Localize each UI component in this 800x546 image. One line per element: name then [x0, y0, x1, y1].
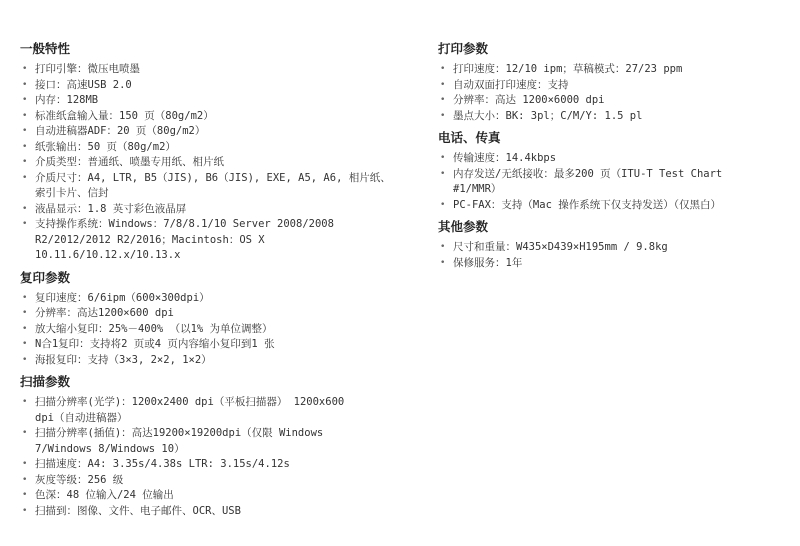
- spec-section-fax: [438, 129, 788, 213]
- spec-section-scan: [20, 373, 412, 519]
- spec-item: • 介质类型：普通纸、喷墨专用纸、相片纸: [20, 155, 412, 171]
- left-spec-column: [20, 40, 412, 519]
- spec-item: • 液晶显示：1.8 英寸彩色液晶屏: [20, 202, 412, 218]
- spec-list-general: [20, 62, 412, 264]
- spec-item: • PC-FAX：支持（Mac 操作系统下仅支持发送）（仅黑白）: [438, 198, 788, 214]
- section-title-other: 其他参数: [438, 219, 489, 234]
- spec-item: • 扫描分辨率(插值)：高达19200×19200dpi（仅限 Windows 7/Windows 8/Windows 10）: [20, 426, 412, 457]
- spec-section-general: [20, 40, 412, 264]
- spec-list-print: [438, 62, 788, 124]
- spec-item: • 扫描速度：A4: 3.35s/4.38s LTR: 3.15s/4.12s: [20, 457, 412, 473]
- spec-item: • 尺寸和重量：W435×D439×H195mm / 9.8kg: [438, 240, 788, 256]
- spec-item: • 海报复印：支持（3×3, 2×2, 1×2）: [20, 353, 412, 369]
- spec-item: • 打印引擎：微压电喷墨: [20, 62, 412, 78]
- spec-item: • 纸张输出：50 页（80g/m2）: [20, 140, 412, 156]
- spec-item: • 分辨率：高达 1200×6000 dpi: [438, 93, 788, 109]
- spec-item: • 扫描到：图像、文件、电子邮件、OCR、USB: [20, 504, 412, 520]
- spec-item: • 自动进稿器ADF：20 页（80g/m2）: [20, 124, 412, 140]
- section-title-print: 打印参数: [438, 41, 489, 56]
- spec-list-fax: [438, 151, 788, 213]
- spec-section-copy: [20, 269, 412, 369]
- spec-item: • 内存发送/无纸接收：最多200 页（ITU-T Test Chart #1/MMR）: [438, 167, 788, 198]
- spec-list-scan: [20, 395, 412, 519]
- spec-item: • 分辨率：高达1200×600 dpi: [20, 306, 412, 322]
- spec-list-other: [438, 240, 788, 271]
- spec-item: • 复印速度：6/6ipm（600×300dpi）: [20, 291, 412, 307]
- spec-item: • 传输速度：14.4kbps: [438, 151, 788, 167]
- section-title-general: 一般特性: [20, 41, 71, 56]
- spec-list-copy: [20, 291, 412, 369]
- spec-item: • 放大缩小复印：25%－400% （以1% 为单位调整）: [20, 322, 412, 338]
- section-title-fax: 电话、传真: [438, 130, 501, 145]
- spec-item: • 自动双面打印速度：支持: [438, 78, 788, 94]
- spec-item: • 标准纸盒输入量：150 页（80g/m2）: [20, 109, 412, 125]
- spec-item: • 扫描分辨率(光学)：1200x2400 dpi（平板扫描器） 1200x600 dpi（自动进稿器）: [20, 395, 412, 426]
- spec-item: • 色深：48 位输入/24 位输出: [20, 488, 412, 504]
- spec-item: • 接口：高速USB 2.0: [20, 78, 412, 94]
- spec-section-other: [438, 218, 788, 271]
- spec-item: • 保修服务：1年: [438, 256, 788, 272]
- spec-item: • 内存：128MB: [20, 93, 412, 109]
- section-title-scan: 扫描参数: [20, 374, 71, 389]
- spec-item: • 支持操作系统：Windows：7/8/8.1/10 Server 2008/2008 R2/2012/2012 R2/2016；Macintosh：OS X 10.11.6/10.12.x/10.13.x: [20, 217, 412, 264]
- spec-item: • 灰度等级：256 级: [20, 473, 412, 489]
- spec-item: • 打印速度：12/10 ipm；草稿模式：27/23 ppm: [438, 62, 788, 78]
- spec-item: • 墨点大小：BK: 3pl；C/M/Y: 1.5 pl: [438, 109, 788, 125]
- spec-item: • N合1复印：支持将2 页或4 页内容缩小复印到1 张: [20, 337, 412, 353]
- spec-section-print: [438, 40, 788, 124]
- right-spec-column: [438, 40, 788, 271]
- section-title-copy: 复印参数: [20, 269, 71, 285]
- spec-item: • 介质尺寸：A4, LTR, B5（JIS), B6（JIS), EXE, A5, A6, 相片纸、 索引卡片、信封: [20, 171, 412, 202]
